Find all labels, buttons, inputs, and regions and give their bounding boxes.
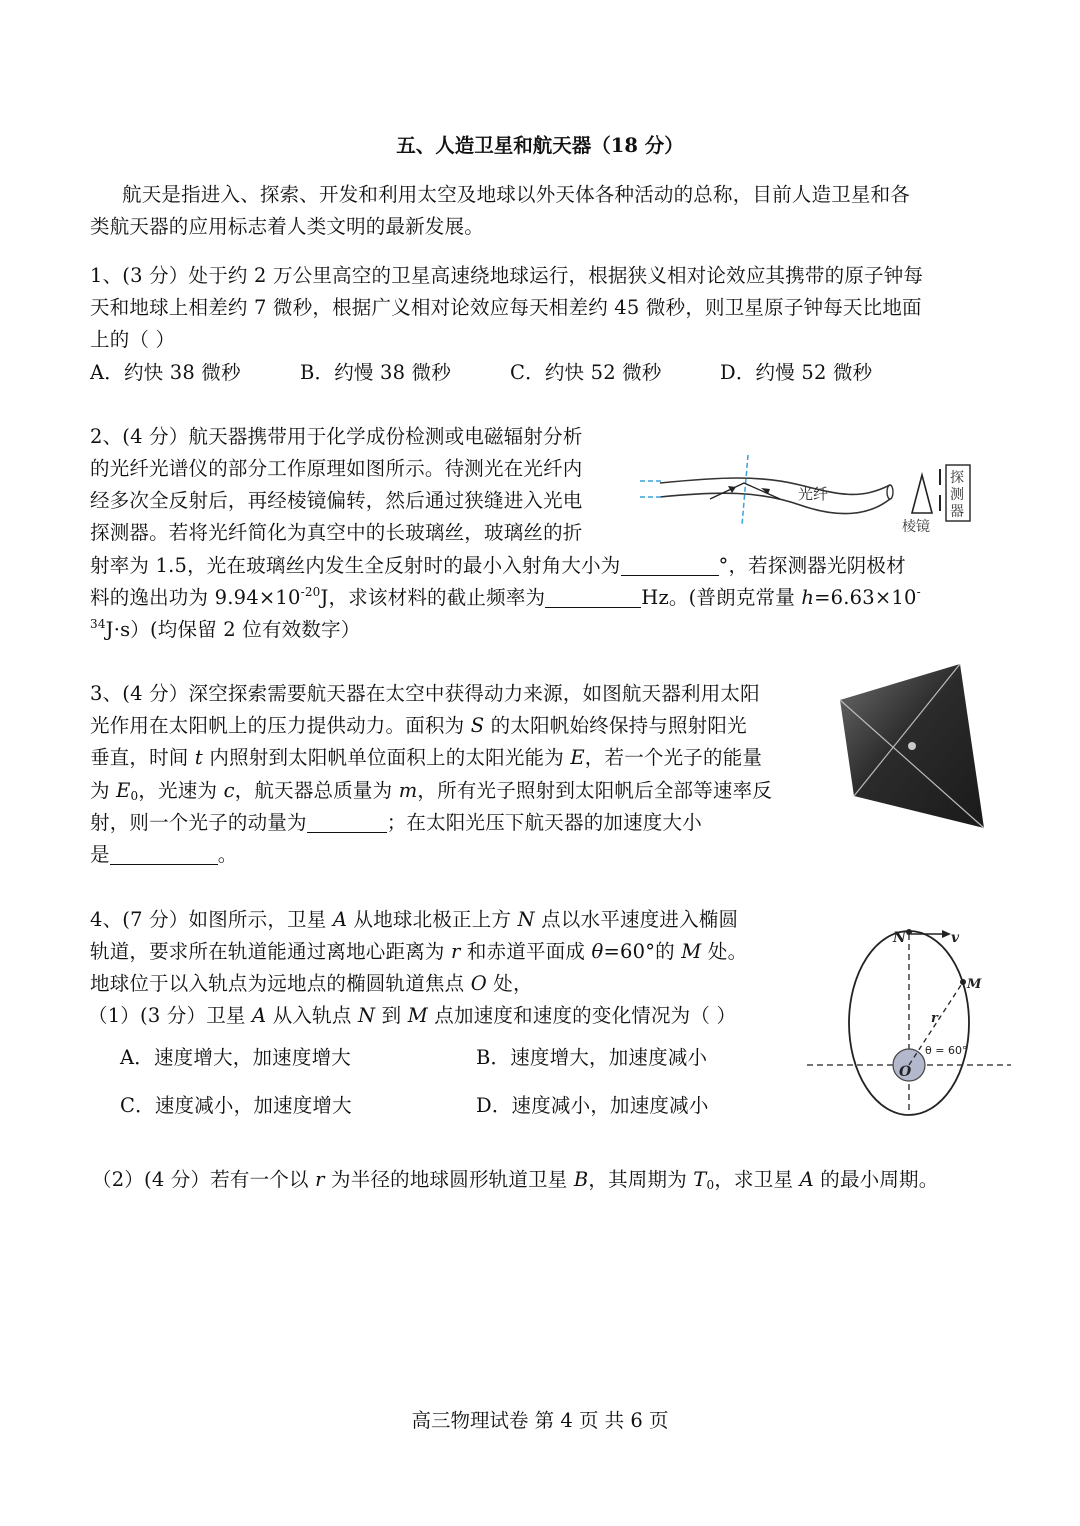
detector-label-3: 器 <box>950 504 964 520</box>
orbit-figure <box>805 920 1015 1120</box>
solar-sail-image <box>828 660 992 830</box>
velocity-arrowhead <box>942 930 951 938</box>
detector-label-1: 探 <box>950 470 964 486</box>
q1-line-3: 上的（ ） <box>90 328 176 351</box>
q1-option-b: B．约慢 38 微秒 <box>300 361 452 384</box>
q3-line-6: 是 。 <box>90 843 238 866</box>
q2-line-3: 经多次全反射后，再经棱镜偏转，然后通过狭缝进入光电 <box>90 489 583 512</box>
q3-line-5: 射，则一个光子的动量为 ；在太阳光压下航天器的加速度大小 <box>90 811 702 834</box>
fiber-top-edge <box>660 478 890 494</box>
q2-line-5: 射率为 1.5，光在玻璃丝内发生全反射时的最小入射角大小为 °，若探测器光阴极材 <box>90 554 906 577</box>
q4-option-d: D．速度减小，加速度减小 <box>476 1094 709 1117</box>
q1-option-c: C．约快 52 微秒 <box>510 361 662 384</box>
q4-option-c: C．速度减小，加速度增大 <box>120 1094 352 1117</box>
fiber-spectrometer-figure <box>640 455 1000 545</box>
q2-line-6: 料的逸出功为 $9.94\times 10^{-20}J$，求该材料的截止频率为 Hz。(普朗克常量 h=6.63×10- <box>90 585 921 609</box>
label-M: M <box>967 977 982 992</box>
q3-blank-acceleration[interactable] <box>110 842 218 865</box>
q2-line-4: 探测器。若将光纤简化为真空中的长玻璃丝，玻璃丝的折 <box>90 521 583 544</box>
prism-shape <box>912 475 932 513</box>
fiber-end <box>887 485 893 499</box>
q1-option-a: A．约快 38 微秒 <box>90 361 241 384</box>
q4-option-b: B．速度增大，加速度减小 <box>476 1046 708 1069</box>
q4-option-a: A．速度增大，加速度增大 <box>120 1046 351 1069</box>
fiber-label: 光纤 <box>798 485 829 503</box>
q2-line-7: $^{34}$J·s）(均保留 2 位有效数字） <box>90 617 361 641</box>
label-N: N <box>893 930 906 946</box>
q2-line-1: 2、(4 分）航天器携带用于化学成份检测或电磁辐射分析 <box>90 425 583 448</box>
q4-sub2: （2）(4 分）若有一个以 r 为半径的地球圆形轨道卫星 B，其周期为 $T_0$，求卫星 A 的最小周期。 <box>92 1168 939 1192</box>
q4-line-1: 4、(7 分）如图所示，卫星 A 从地球北极正上方 N 点以水平速度进入椭圆 <box>90 908 739 931</box>
q4-line-2: 轨道，要求所在轨道能通过离地心距离为 r 和赤道平面成 θ=60°的 M 处。 <box>90 940 748 963</box>
q3-blank-momentum[interactable] <box>307 810 387 833</box>
label-O: O <box>899 1064 912 1080</box>
q2-blank-frequency[interactable] <box>545 585 641 608</box>
page-footer: 高三物理试卷 第 4 页 共 6 页 <box>411 1409 669 1432</box>
intro-line-1: 航天是指进入、探索、开发和利用太空及地球以外天体各种活动的总称，目前人造卫星和各 <box>122 183 911 206</box>
q1-line-1: 1、(3 分）处于约 2 万公里高空的卫星高速绕地球运行，根据狭义相对论效应其携带的原子钟每 <box>90 264 924 287</box>
point-M <box>960 979 966 985</box>
q4-line-3: 地球位于以入轨点为远地点的椭圆轨道焦点 O 处， <box>90 972 533 995</box>
q2-blank-angle[interactable] <box>621 553 719 576</box>
normal-line <box>742 455 748 525</box>
intro-line-2: 类航天器的应用标志着人类文明的最新发展。 <box>90 215 485 238</box>
section-title: 五、人造卫星和航天器（18 分） <box>396 134 684 157</box>
label-r: r <box>931 1011 938 1026</box>
q3-line-3: 垂直，时间 t 内照射到太阳帆单位面积上的太阳光能为 E，若一个光子的能量 <box>90 746 763 769</box>
q4-sub1: （1）(3 分）卫星 A 从入轨点 N 到 M 点加速度和速度的变化情况为（ ） <box>88 1004 737 1027</box>
q2-line-2: 的光纤光谱仪的部分工作原理如图所示。待测光在光纤内 <box>90 457 583 480</box>
prism-label: 棱镜 <box>902 519 930 535</box>
q3-line-2: 光作用在太阳帆上的压力提供动力。面积为 S 的太阳帆始终保持与照射阳光 <box>90 714 747 737</box>
q3-line-4: 为 $E_0$，光速为 c，航天器总质量为 m，所有光子照射到太阳帆后全部等速率反 <box>90 779 773 803</box>
detector-label-2: 测 <box>950 487 964 503</box>
q3-line-1: 3、(4 分）深空探索需要航天器在太空中获得动力来源，如图航天器利用太阳 <box>90 682 760 705</box>
label-v: v <box>951 930 960 946</box>
label-angle: θ = 60° <box>925 1044 968 1057</box>
q1-option-d: D．约慢 52 微秒 <box>720 361 873 384</box>
sail-hub <box>908 742 916 750</box>
q1-line-2: 天和地球上相差约 7 微秒，根据广义相对论效应每天相差约 45 微秒，则卫星原子钟每天比地面 <box>90 296 922 319</box>
